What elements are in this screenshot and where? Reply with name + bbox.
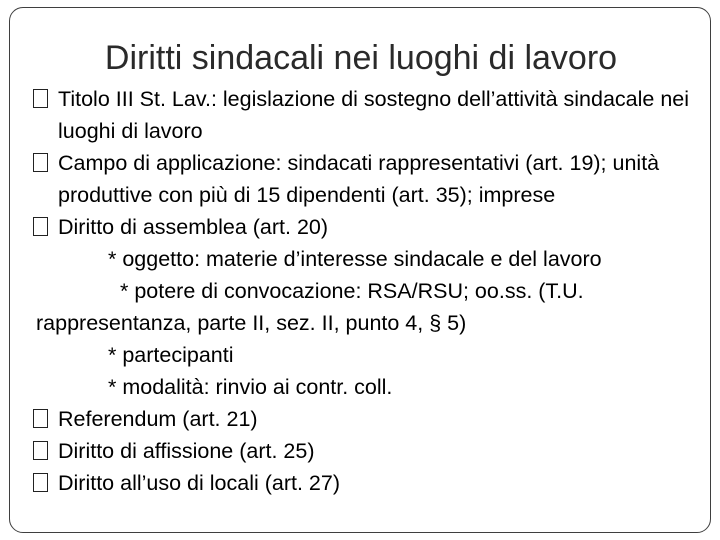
slide-body bbox=[24, 83, 704, 499]
bullet-diritto-assemblea bbox=[24, 211, 704, 243]
sub-item-modalita: * modalità: rinvio ai contr. coll. bbox=[108, 375, 393, 399]
sub-item-partecipanti: * partecipanti bbox=[108, 343, 234, 367]
sub-item-oggetto: * oggetto: materie d’interesse sindacale e del lavoro bbox=[108, 247, 602, 271]
bullet-diritto-locali bbox=[24, 467, 704, 499]
bullet-text: Titolo III St. Lav.: legislazione di sostegno dell’attività sindacale nei luoghi di lavoro bbox=[58, 87, 690, 143]
square-bullet-icon bbox=[33, 153, 48, 172]
bullet-diritto-affissione bbox=[24, 435, 704, 467]
bullet-text: Campo di applicazione: sindacati rappresentativi (art. 19); unità produttive con più di 15 dipendenti (art. 35); imprese bbox=[58, 151, 660, 207]
bullet-referendum bbox=[24, 403, 704, 435]
slide-title: Diritti sindacali nei luoghi di lavoro bbox=[104, 39, 618, 77]
bullet-campo-applicazione bbox=[24, 147, 704, 211]
bullet-text: Diritto di affissione (art. 25) bbox=[58, 439, 315, 463]
square-bullet-icon bbox=[33, 89, 48, 108]
bullet-titolo-iii bbox=[24, 83, 704, 147]
square-bullet-icon bbox=[33, 441, 48, 460]
bullet-text: Diritto all’uso di locali (art. 27) bbox=[58, 471, 340, 495]
square-bullet-icon bbox=[33, 217, 48, 236]
bullet-text: Diritto di assemblea (art. 20) bbox=[58, 215, 329, 239]
square-bullet-icon bbox=[33, 473, 48, 492]
square-bullet-icon bbox=[33, 409, 48, 428]
sub-item-convocazione: * potere di convocazione: RSA/RSU; oo.ss. (T.U. rappresentanza, parte II, sez. II, punto 4, § 5) bbox=[36, 279, 584, 335]
bullet-text: Referendum (art. 21) bbox=[58, 407, 258, 431]
